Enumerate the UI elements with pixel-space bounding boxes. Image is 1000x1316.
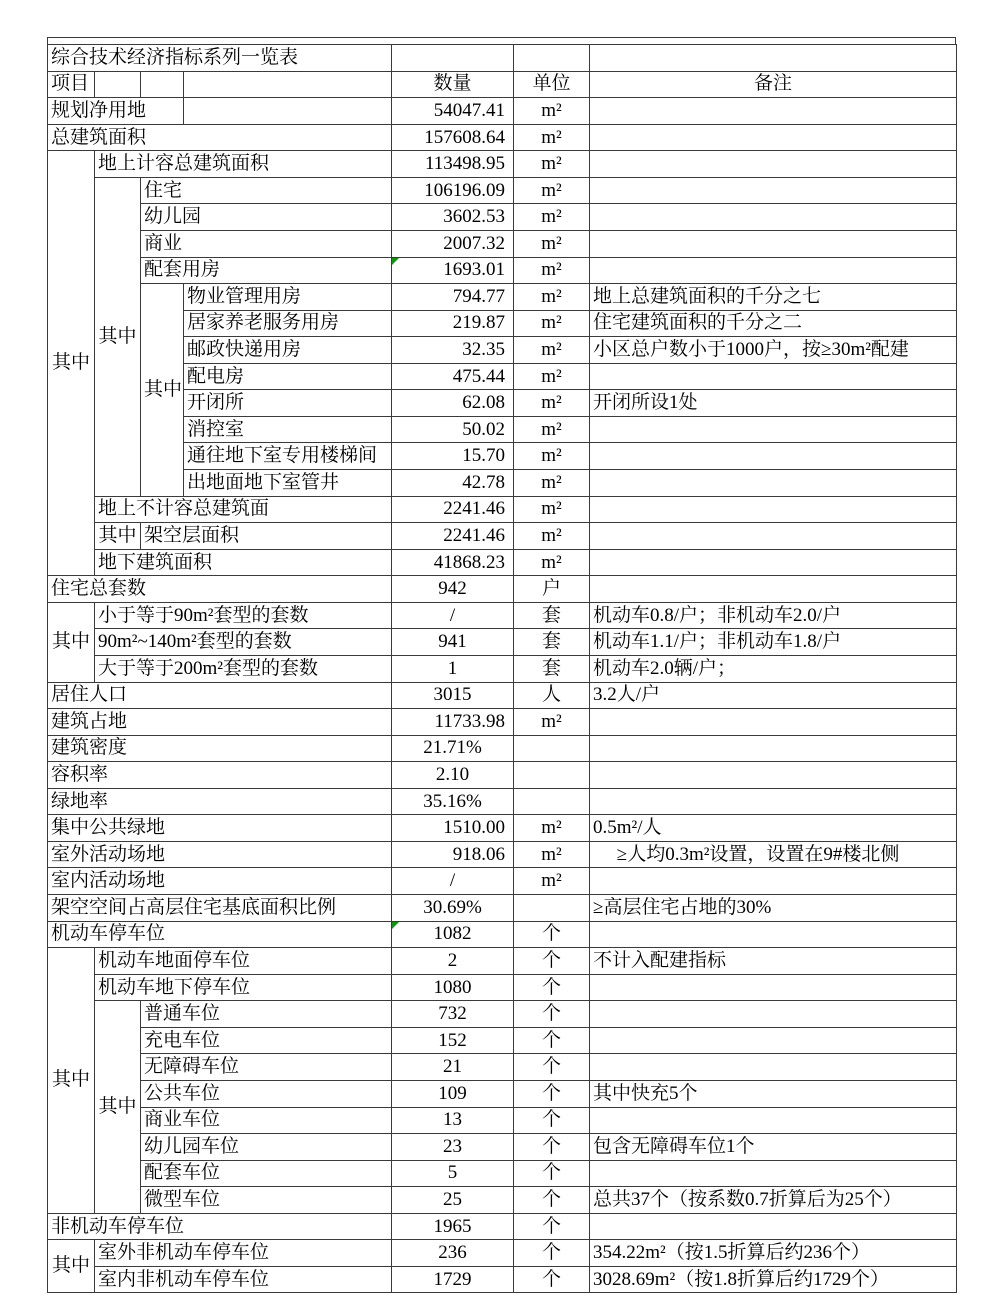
cell-unit: m² (514, 815, 590, 842)
cell-value: 2007.32 (392, 230, 514, 257)
cell-unit (514, 895, 590, 922)
table-row-13 (48, 390, 957, 417)
cell-remark (590, 921, 957, 948)
cell-unit: 个 (514, 1080, 590, 1107)
cell-value: 1729 (392, 1266, 514, 1293)
cell-unit: m² (514, 390, 590, 417)
indicator-table (47, 44, 957, 1293)
cell-label: 幼儿园车位 (141, 1134, 392, 1161)
cell-header: 数量 (392, 71, 514, 98)
cell-remark (590, 576, 957, 603)
cell-unit: 套 (514, 629, 590, 656)
cell-unit: m² (514, 470, 590, 497)
cell-unit: 个 (514, 1266, 590, 1293)
cell-value: 475.44 (392, 363, 514, 390)
cell-label: 小于等于90m²套型的套数 (95, 602, 392, 629)
cell-remark (590, 1160, 957, 1187)
table-row-36 (48, 1001, 957, 1028)
cell-unit: 个 (514, 948, 590, 975)
cell-remark: 0.5m²/人 (590, 815, 957, 842)
cell-label: 非机动车停车位 (48, 1213, 392, 1240)
table-row-3 (48, 124, 957, 151)
table-row-43 (48, 1187, 957, 1214)
cell-unit: 个 (514, 1213, 590, 1240)
cell-unit: m² (514, 549, 590, 576)
cell-unit: m² (514, 416, 590, 443)
cell-unit (514, 735, 590, 762)
table-row-35 (48, 974, 957, 1001)
cell-value: / (392, 602, 514, 629)
cell-value: 21.71% (392, 735, 514, 762)
cell-remark: 354.22m²（按1.5折算后约236个） (590, 1240, 957, 1267)
cell-remark (590, 549, 957, 576)
cell-label: 总建筑面积 (48, 124, 392, 151)
cell-remark: 总共37个（按系数0.7折算后为25个） (590, 1187, 957, 1214)
table-row-28 (48, 788, 957, 815)
cell-remark (590, 416, 957, 443)
cell-unit: m² (514, 443, 590, 470)
cell-unit (514, 788, 590, 815)
table-row-12 (48, 363, 957, 390)
cell-remark: 机动车1.1/户；非机动车1.8/户 (590, 629, 957, 656)
cell-unit: m² (514, 709, 590, 736)
table-row-14 (48, 416, 957, 443)
cell-label: 配套车位 (141, 1160, 392, 1187)
table-row-37 (48, 1027, 957, 1054)
cell-remark (590, 363, 957, 390)
cell-unit: m² (514, 496, 590, 523)
cell-remark (590, 709, 957, 736)
cell-unit: 个 (514, 1134, 590, 1161)
cell-unit (514, 45, 590, 72)
cell-unit: 个 (514, 1240, 590, 1267)
cell-value: 3015 (392, 682, 514, 709)
cell-value: 21 (392, 1054, 514, 1081)
cell-remark: ≥人均0.3m²设置，设置在9#楼北侧 (590, 841, 957, 868)
cell-qizhong: 其中 (48, 948, 95, 1214)
cell-value: 219.87 (392, 310, 514, 337)
cell-label: 公共车位 (141, 1080, 392, 1107)
cell-remark: 机动车2.0辆/户； (590, 655, 957, 682)
cell-unit: 户 (514, 576, 590, 603)
cell-label: 邮政快递用房 (184, 337, 392, 364)
table-row-39 (48, 1080, 957, 1107)
cell-remark (590, 974, 957, 1001)
cell-remark (590, 257, 957, 284)
cell-label: 90m²~140m²套型的套数 (95, 629, 392, 656)
cell-qizhong: 其中 (95, 177, 141, 496)
cell-remark (590, 788, 957, 815)
cell-unit: 个 (514, 974, 590, 1001)
table-row-15 (48, 443, 957, 470)
table-row-40 (48, 1107, 957, 1134)
cell-unit: 套 (514, 602, 590, 629)
cell-header: 单位 (514, 71, 590, 98)
cell-remark (590, 1107, 957, 1134)
cell-value: 732 (392, 1001, 514, 1028)
table-row-45 (48, 1240, 957, 1267)
table-row-22 (48, 629, 957, 656)
cell-remark (590, 1027, 957, 1054)
cell-remark: 开闭所设1处 (590, 390, 957, 417)
cell-remark (590, 177, 957, 204)
table-row-31 (48, 868, 957, 895)
cell-remark: 不计入配建指标 (590, 948, 957, 975)
cell-label: 住宅总套数 (48, 576, 392, 603)
cell-value: 41868.23 (392, 549, 514, 576)
table-row-27 (48, 762, 957, 789)
cell-value: 109 (392, 1080, 514, 1107)
cell-remark: 其中快充5个 (590, 1080, 957, 1107)
cell-label: 地下建筑面积 (95, 549, 392, 576)
cell-remark (590, 204, 957, 231)
cell-qizhong: 其中 (48, 602, 95, 682)
cell-value: 794.77 (392, 284, 514, 311)
cell-unit: m² (514, 257, 590, 284)
cell-label: 配套用房 (141, 257, 392, 284)
cell-value: 2 (392, 948, 514, 975)
table-row-16 (48, 470, 957, 497)
table-row-42 (48, 1160, 957, 1187)
cell-remark: 小区总户数小于1000户，按≥30m²配建 (590, 337, 957, 364)
cell-unit: m² (514, 204, 590, 231)
cell-value: 23 (392, 1134, 514, 1161)
cell-value: 62.08 (392, 390, 514, 417)
cell-label: 地上计容总建筑面积 (95, 151, 392, 178)
table-row-29 (48, 815, 957, 842)
indicator-sheet (47, 37, 958, 1293)
cell-label: 通往地下室专用楼梯间 (184, 443, 392, 470)
cell-value: 106196.09 (392, 177, 514, 204)
cell-unit: 个 (514, 1001, 590, 1028)
table-row-33 (48, 921, 957, 948)
cell-label: 机动车地下停车位 (95, 974, 392, 1001)
cell-label: 物业管理用房 (184, 284, 392, 311)
cell-label: 出地面地下室管井 (184, 470, 392, 497)
cell-label: 地上不计容总建筑面 (95, 496, 392, 523)
cell-remark (590, 45, 957, 72)
table-row-20 (48, 576, 957, 603)
table-row-17 (48, 496, 957, 523)
indicator-table-body (48, 45, 957, 1293)
cell-unit: m² (514, 230, 590, 257)
cell-header: 备注 (590, 71, 957, 98)
cell-value: 113498.95 (392, 151, 514, 178)
cell-unit: 套 (514, 655, 590, 682)
table-row-41 (48, 1134, 957, 1161)
table-title: 综合技术经济指标系列一览表 (48, 45, 392, 72)
cell-value: 2241.46 (392, 496, 514, 523)
table-row-34 (48, 948, 957, 975)
table-row-6 (48, 204, 957, 231)
table-row-19 (48, 549, 957, 576)
table-row-18 (48, 523, 957, 550)
cell-label: 无障碍车位 (141, 1054, 392, 1081)
table-row-1 (48, 71, 957, 98)
cell-remark (590, 230, 957, 257)
cell-label: 建筑占地 (48, 709, 392, 736)
cell-indicator-triangle-icon (392, 258, 399, 265)
cell-label: 架空层面积 (141, 523, 392, 550)
cell-remark: 3.2人/户 (590, 682, 957, 709)
cell-unit: 个 (514, 1027, 590, 1054)
cell-value: 32.35 (392, 337, 514, 364)
cell-value: 42.78 (392, 470, 514, 497)
table-row-38 (48, 1054, 957, 1081)
cell-label: 机动车地面停车位 (95, 948, 392, 975)
cell-qizhong: 其中 (141, 284, 184, 497)
cell-remark (590, 1213, 957, 1240)
cell-label: 室内非机动车停车位 (95, 1266, 392, 1293)
cell-value: 152 (392, 1027, 514, 1054)
cell-value: 942 (392, 576, 514, 603)
cell-remark: 3028.69m²（按1.8折算后约1729个） (590, 1266, 957, 1293)
cell-value: 1082 (392, 921, 514, 948)
cell-remark (590, 762, 957, 789)
table-row-30 (48, 841, 957, 868)
cell-remark (590, 1001, 957, 1028)
cell-value (392, 45, 514, 72)
table-row-25 (48, 709, 957, 736)
cell-label (95, 71, 141, 98)
cell-label: 建筑密度 (48, 735, 392, 762)
cell-value: 236 (392, 1240, 514, 1267)
cell-unit: m² (514, 310, 590, 337)
cell-label (184, 71, 392, 98)
cell-value: 1510.00 (392, 815, 514, 842)
cell-remark (590, 470, 957, 497)
cell-value: 2241.46 (392, 523, 514, 550)
cell-label: 架空空间占高层住宅基底面积比例 (48, 895, 392, 922)
cell-unit: 个 (514, 921, 590, 948)
cell-remark: 包含无障碍车位1个 (590, 1134, 957, 1161)
cell-unit: m² (514, 841, 590, 868)
cell-value: / (392, 868, 514, 895)
cell-remark (590, 868, 957, 895)
cell-qizhong: 其中 (95, 1001, 141, 1214)
cell-remark: 住宅建筑面积的千分之二 (590, 310, 957, 337)
table-row-44 (48, 1213, 957, 1240)
cell-unit: 人 (514, 682, 590, 709)
cell-unit: 个 (514, 1107, 590, 1134)
cell-qizhong: 其中 (48, 151, 95, 576)
cell-label: 室外非机动车停车位 (95, 1240, 392, 1267)
cell-label: 微型车位 (141, 1187, 392, 1214)
cell-remark (590, 98, 957, 125)
cell-label: 室外活动场地 (48, 841, 392, 868)
cell-remark (590, 151, 957, 178)
cell-unit: m² (514, 124, 590, 151)
table-row-2 (48, 98, 957, 125)
cell-label (184, 98, 392, 125)
cell-indicator-triangle-icon (392, 922, 399, 929)
cell-remark (590, 523, 957, 550)
cell-unit: m² (514, 151, 590, 178)
cell-remark (590, 124, 957, 151)
cell-label: 机动车停车位 (48, 921, 392, 948)
cell-value: 54047.41 (392, 98, 514, 125)
cell-value: 25 (392, 1187, 514, 1214)
cell-unit: 个 (514, 1054, 590, 1081)
cell-value: 5 (392, 1160, 514, 1187)
cell-value: 35.16% (392, 788, 514, 815)
cell-remark: 地上总建筑面积的千分之七 (590, 284, 957, 311)
cell-unit: 个 (514, 1187, 590, 1214)
cell-label: 项目 (48, 71, 95, 98)
top-rule-line (47, 37, 956, 38)
cell-unit: m² (514, 98, 590, 125)
table-row-23 (48, 655, 957, 682)
cell-label: 居住人口 (48, 682, 392, 709)
table-row-26 (48, 735, 957, 762)
cell-remark: 机动车0.8/户；非机动车2.0/户 (590, 602, 957, 629)
cell-remark: ≥高层住宅占地的30% (590, 895, 957, 922)
cell-label: 普通车位 (141, 1001, 392, 1028)
cell-label (141, 71, 184, 98)
cell-unit: m² (514, 177, 590, 204)
cell-value: 15.70 (392, 443, 514, 470)
table-row-32 (48, 895, 957, 922)
table-row-9 (48, 284, 957, 311)
cell-value: 918.06 (392, 841, 514, 868)
cell-label: 商业 (141, 230, 392, 257)
cell-label: 充电车位 (141, 1027, 392, 1054)
table-row-46 (48, 1266, 957, 1293)
cell-label: 居家养老服务用房 (184, 310, 392, 337)
cell-value: 1 (392, 655, 514, 682)
cell-label: 大于等于200m²套型的套数 (95, 655, 392, 682)
cell-value: 2.10 (392, 762, 514, 789)
cell-value: 3602.53 (392, 204, 514, 231)
table-row-4 (48, 151, 957, 178)
cell-value: 1693.01 (392, 257, 514, 284)
cell-value: 30.69% (392, 895, 514, 922)
table-row-7 (48, 230, 957, 257)
cell-label: 规划净用地 (48, 98, 184, 125)
cell-label: 幼儿园 (141, 204, 392, 231)
cell-label: 集中公共绿地 (48, 815, 392, 842)
table-row-21 (48, 602, 957, 629)
cell-value: 941 (392, 629, 514, 656)
cell-value: 11733.98 (392, 709, 514, 736)
cell-unit: m² (514, 284, 590, 311)
cell-label: 消控室 (184, 416, 392, 443)
cell-unit (514, 762, 590, 789)
cell-value: 1965 (392, 1213, 514, 1240)
cell-remark (590, 496, 957, 523)
cell-value: 157608.64 (392, 124, 514, 151)
cell-label: 绿地率 (48, 788, 392, 815)
cell-remark (590, 1054, 957, 1081)
table-row-10 (48, 310, 957, 337)
table-row-0 (48, 45, 957, 72)
cell-unit: m² (514, 337, 590, 364)
cell-label: 商业车位 (141, 1107, 392, 1134)
cell-qizhong: 其中 (48, 1240, 95, 1293)
cell-unit: m² (514, 523, 590, 550)
table-row-5 (48, 177, 957, 204)
cell-label: 容积率 (48, 762, 392, 789)
table-row-8 (48, 257, 957, 284)
cell-value: 1080 (392, 974, 514, 1001)
cell-unit: m² (514, 868, 590, 895)
cell-label: 开闭所 (184, 390, 392, 417)
cell-remark (590, 735, 957, 762)
cell-label: 住宅 (141, 177, 392, 204)
cell-unit: 个 (514, 1160, 590, 1187)
cell-remark (590, 443, 957, 470)
cell-label: 配电房 (184, 363, 392, 390)
cell-unit: m² (514, 363, 590, 390)
table-row-11 (48, 337, 957, 364)
cell-qizhong: 其中 (95, 523, 141, 550)
table-row-24 (48, 682, 957, 709)
cell-value: 13 (392, 1107, 514, 1134)
cell-value: 50.02 (392, 416, 514, 443)
cell-label: 室内活动场地 (48, 868, 392, 895)
